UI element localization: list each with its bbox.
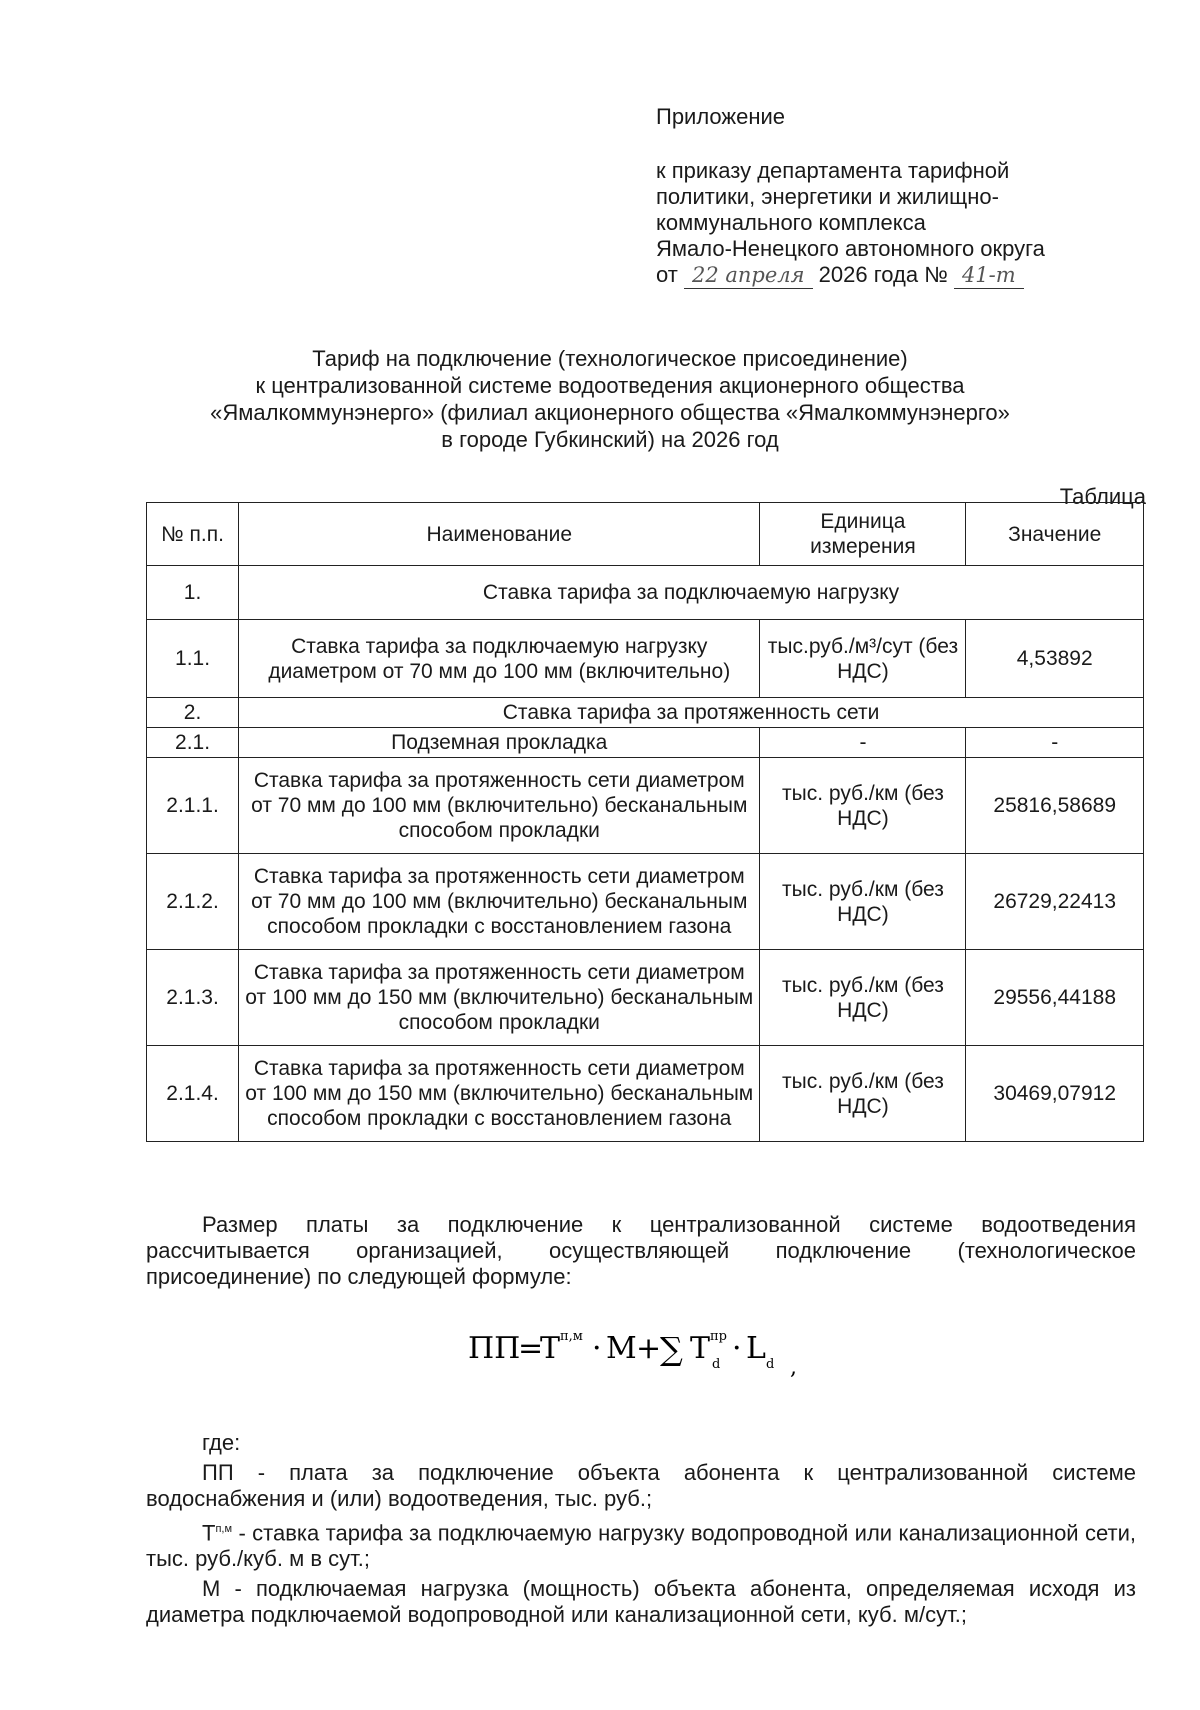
- cell-unit: тыс. руб./км (без НДС): [760, 854, 966, 950]
- appendix-line: политики, энергетики и жилищно-: [656, 184, 999, 209]
- appendix-line: коммунального комплекса: [656, 210, 926, 235]
- cell-name: Ставка тарифа за протяженность сети диаметром от 100 мм до 150 мм (включительно) бесканальным способом прокладки с восстановлением газона: [239, 1046, 760, 1142]
- definition-term: ПП: [202, 1460, 234, 1485]
- cell-num: 2.: [147, 698, 239, 728]
- cell-name: Ставка тарифа за подключаемую нагрузку: [239, 566, 1144, 620]
- table-row: [147, 1046, 1144, 1142]
- table-row: [147, 758, 1144, 854]
- title-line: к централизованной системе водоотведения акционерного общества: [255, 373, 965, 398]
- appendix-title: Приложение: [656, 104, 786, 129]
- definition-m: [146, 1576, 1136, 1628]
- cell-name: Ставка тарифа за протяженность сети диаметром от 70 мм до 100 мм (включительно) бесканальным способом прокладки: [239, 758, 760, 854]
- formula-lhs: ПП: [468, 1331, 521, 1366]
- date-prefix: от: [656, 262, 678, 287]
- cell-value: -: [966, 728, 1144, 758]
- table-row: [147, 566, 1144, 620]
- formula-t-sup: п,м: [560, 1329, 583, 1344]
- cell-num: 2.1.2.: [147, 854, 239, 950]
- cell-unit: тыс.руб./м³/сут (без НДС): [760, 620, 966, 698]
- formula-td-sub: d: [712, 1357, 721, 1372]
- formula-l: L: [746, 1331, 766, 1366]
- title-line: Тариф на подключение (технологическое присоединение): [312, 346, 908, 371]
- cell-value: 4,53892: [966, 620, 1144, 698]
- formula-l-sub: d: [766, 1357, 775, 1372]
- table-row: [147, 950, 1144, 1046]
- definition-text: - ставка тарифа за подключаемую нагрузку водопроводной или канализационной сети, тыс. руб./куб. м в сут.;: [146, 1520, 1136, 1572]
- table-row: [147, 728, 1144, 758]
- appendix-line: к приказу департамента тарифной: [656, 158, 1010, 183]
- formula-plus: +: [636, 1331, 662, 1366]
- appendix-block: [656, 104, 1045, 289]
- appendix-date-line: [656, 262, 1045, 289]
- cell-value: 30469,07912: [966, 1046, 1144, 1142]
- formula-intro-paragraph: Размер платы за подключение к централизованной системе водоотведения рассчитывается организацией, осуществляющей подключение (технологическое присоединение) по следующей формуле:: [146, 1212, 1136, 1289]
- cell-value: 29556,44188: [966, 950, 1144, 1046]
- table-row: [147, 620, 1144, 698]
- table-label: Таблица: [1059, 484, 1146, 509]
- table-row: [147, 854, 1144, 950]
- header-value: Значение: [966, 503, 1144, 566]
- cell-unit: -: [760, 728, 966, 758]
- header-name: Наименование: [239, 503, 760, 566]
- handwritten-order-number: 41-т: [954, 262, 1024, 289]
- definition-term: М: [202, 1576, 221, 1602]
- cell-name: Ставка тарифа за протяженность сети диаметром от 100 мм до 150 мм (включительно) бесканальным способом прокладки: [239, 950, 760, 1046]
- cell-unit: тыс. руб./км (без НДС): [760, 1046, 966, 1142]
- cell-name: Ставка тарифа за подключаемую нагрузку диаметром от 70 мм до 100 мм (включительно): [239, 620, 760, 698]
- cell-num: 2.1.1.: [147, 758, 239, 854]
- cell-value: 25816,58689: [966, 758, 1144, 854]
- definition-term-sup: п,м: [215, 1523, 233, 1535]
- document-title: [160, 345, 1060, 453]
- title-line: в городе Губкинский) на 2026 год: [441, 427, 779, 452]
- formula-t: Т: [540, 1331, 561, 1366]
- cell-name: Ставка тарифа за протяженность сети диаметром от 70 мм до 100 мм (включительно) бесканальным способом прокладки с восстановлением газона: [239, 854, 760, 950]
- table-header-row: [147, 503, 1144, 566]
- header-num: № п.п.: [147, 503, 239, 566]
- cell-name: Подземная прокладка: [239, 728, 760, 758]
- table-body: [147, 566, 1144, 1142]
- cell-unit: тыс. руб./км (без НДС): [760, 950, 966, 1046]
- cell-num: 2.1.3.: [147, 950, 239, 1046]
- definitions-block: [146, 1430, 1136, 1628]
- where-lead: где:: [202, 1430, 241, 1455]
- cell-num: 2.1.4.: [147, 1046, 239, 1142]
- handwritten-date: 22 апреля: [684, 262, 813, 289]
- table-row: [147, 698, 1144, 728]
- cell-num: 1.1.: [147, 620, 239, 698]
- formula-m: М: [606, 1331, 637, 1366]
- formula-equals: =: [518, 1331, 544, 1366]
- cell-name: Ставка тарифа за протяженность сети: [239, 698, 1144, 728]
- cell-value: 26729,22413: [966, 854, 1144, 950]
- definition-t: [146, 1516, 1136, 1572]
- tariff-table: [146, 502, 1144, 1142]
- definition-text: - плата за подключение объекта абонента к централизованной системе водоснабжения и (или) водоотведения, тыс. руб.;: [146, 1460, 1136, 1511]
- title-line: «Ямалкоммунэнерго» (филиал акционерного общества «Ямалкоммунэнерго»: [210, 400, 1010, 425]
- cell-num: 2.1.: [147, 728, 239, 758]
- header-unit: Единица измерения: [760, 503, 966, 566]
- formula-td: Т: [690, 1331, 711, 1366]
- formula-dot-2: ·: [732, 1331, 742, 1366]
- cell-unit: тыс. руб./км (без НДС): [760, 758, 966, 854]
- formula-sum: ∑: [660, 1330, 683, 1368]
- definition-term: Т: [202, 1520, 216, 1546]
- appendix-line: Ямало-Ненецкого автономного округа: [656, 236, 1045, 261]
- fee-formula: [468, 1320, 828, 1380]
- definition-pp: [146, 1460, 1136, 1512]
- cell-num: 1.: [147, 566, 239, 620]
- formula-td-sup: пр: [710, 1329, 727, 1344]
- formula-comma: ,: [790, 1355, 797, 1380]
- definition-text: - подключаемая нагрузка (мощность) объекта абонента, определяемая исходя из диаметра подключаемой водопроводной или канализационной сети, куб. м/сут.;: [146, 1576, 1136, 1628]
- date-suffix: 2026 года №: [818, 262, 948, 287]
- formula-dot: ·: [592, 1331, 602, 1366]
